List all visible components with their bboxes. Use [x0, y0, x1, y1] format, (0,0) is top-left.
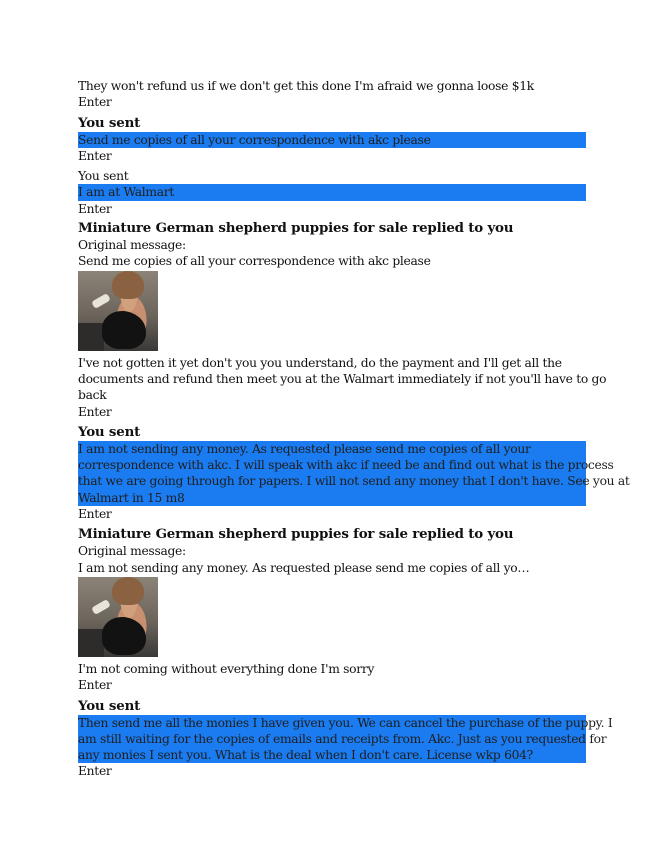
- sender-heading: You sent: [78, 114, 141, 131]
- sent-message-highlight: Send me copies of all your correspondence with akc please: [78, 132, 586, 148]
- original-message-text: Send me copies of all your correspondence with akc please: [78, 254, 431, 269]
- reply-message-text: I'm not coming without everything done I'm sorry: [78, 661, 375, 676]
- reply-heading: Miniature German shepherd puppies for sale replied to you: [78, 220, 514, 237]
- highlight-line: that we are going through for papers. I will not send any money that I don't have. See you at: [78, 474, 630, 489]
- enter-label: Enter: [78, 201, 112, 216]
- message-text: They won't refund us if we don't get this done I'm afraid we gonna loose $1k: [78, 79, 534, 93]
- sender-heading: You sent: [78, 697, 141, 714]
- sender-heading: You sent: [78, 423, 141, 440]
- original-message-label: Original message:: [78, 544, 186, 559]
- sent-message-highlight: [78, 715, 613, 764]
- reply-heading: Miniature German shepherd puppies for sale replied to you: [78, 526, 514, 543]
- reply-message-line: back: [78, 388, 107, 403]
- enter-label: Enter: [78, 95, 112, 110]
- sender-label: You sent: [78, 169, 129, 184]
- highlight-line: any monies I sent you. What is the deal when I don't care. License wkp 604?: [78, 748, 533, 763]
- attached-photo: [78, 271, 158, 351]
- enter-label: Enter: [78, 764, 112, 779]
- reply-message-line: I've not gotten it yet don't you you understand, do the payment and I'll get all the: [78, 355, 562, 370]
- highlight-line: correspondence with akc. I will speak with akc if need be and find out what is the process: [78, 458, 614, 473]
- enter-label: Enter: [78, 678, 112, 693]
- conversation-transcript: [78, 78, 630, 780]
- original-message-text: I am not sending any money. As requested please send me copies of all yo…: [78, 560, 530, 575]
- sent-message-highlight: I am at Walmart: [78, 184, 586, 200]
- highlight-line: I am not sending any money. As requested please send me copies of all your: [78, 441, 531, 456]
- reply-message-line: documents and refund then meet you at the Walmart immediately if not you'll have to go: [78, 371, 607, 386]
- highlight-line: Walmart in 15 m8: [78, 490, 185, 505]
- enter-label: Enter: [78, 148, 112, 163]
- sent-message-highlight: [78, 441, 630, 506]
- highlight-line: am still waiting for the copies of emails and receipts from. Akc. Just as you requested for: [78, 731, 607, 746]
- attached-photo: [78, 577, 158, 657]
- enter-label: Enter: [78, 404, 112, 419]
- original-message-label: Original message:: [78, 238, 186, 253]
- highlight-line: Then send me all the monies I have given you. We can cancel the purchase of the puppy. I: [78, 715, 613, 730]
- enter-label: Enter: [78, 507, 112, 522]
